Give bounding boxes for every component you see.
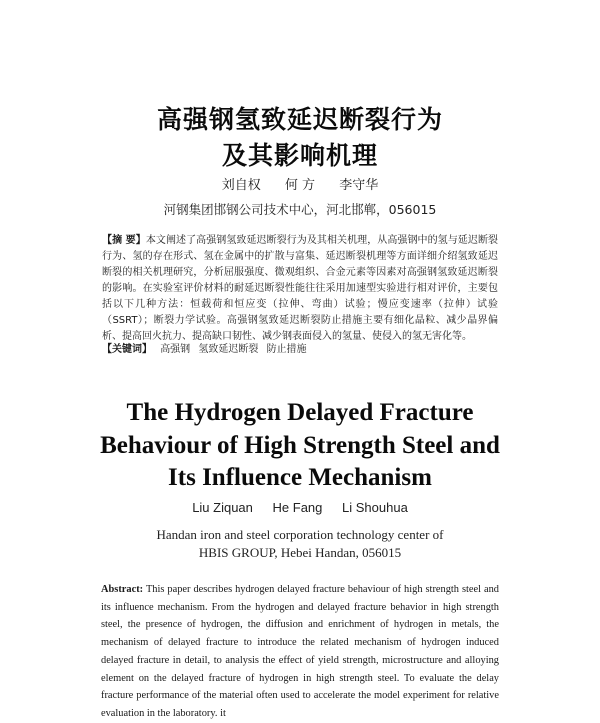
chinese-keywords [102, 340, 498, 355]
chinese-keyword: 防止措施 [266, 344, 307, 355]
chinese-abstract-label: 【摘 要】 [102, 235, 146, 246]
chinese-keywords-label: 【关键词】 [102, 344, 152, 355]
chinese-keyword: 氢致延迟断裂 [198, 344, 259, 355]
chinese-author: 何 方 [284, 178, 316, 193]
english-authors [0, 500, 600, 515]
chinese-author: 李守华 [339, 178, 379, 193]
english-affiliation-line-2: HBIS GROUP, Hebei Handan, 056015 [198, 545, 402, 560]
chinese-affiliation: 河钢集团邯钢公司技术中心，河北邯郸，056015 [163, 202, 437, 217]
chinese-author: 刘自权 [221, 178, 261, 193]
english-abstract-label: Abstract: [101, 584, 144, 595]
english-affiliation-line-1: Handan iron and steel corporation technology center of [156, 527, 444, 542]
chinese-abstract [102, 233, 498, 345]
english-title-line-1: The Hydrogen Delayed Fracture [126, 399, 474, 426]
english-title-line-2: Behaviour of High Strength Steel and [100, 432, 500, 459]
chinese-abstract-text: 本文阐述了高强钢氢致延迟断裂行为及其相关机理，从高强钢中的氢与延迟断裂行为、氢的存在形式、氢在金属中的扩散与富集、延迟断裂机理等方面详细介绍氢致延迟断裂的相关机理研究，分析屈服强度、微观组织、合金元素等因素对高强钢氢致延迟断裂的影响。在实验室评价材料的耐延迟断裂性能往往采用加速型实验进行相对评价，主要包括以下几种方法：恒载荷和恒应变（拉伸、弯曲）试验；慢应变速率（拉伸）试验（SSRT）；断裂力学试验。高强钢氢致延迟断裂防止措施主要有细化晶粒、减少晶界偏析、提高回火抗力、提高缺口韧性、减少钢表面侵入的氢量、使侵入的氢无害化等。 [102, 235, 499, 342]
english-author: He Fang [272, 500, 323, 515]
chinese-keyword: 高强钢 [160, 344, 191, 355]
chinese-title-line-2: 及其影响机理 [221, 141, 378, 170]
english-abstract [101, 581, 499, 723]
chinese-authors [0, 174, 600, 193]
english-author: Liu Ziquan [192, 500, 253, 515]
english-abstract-text: This paper describes hydrogen delayed fracture behaviour of high strength steel and its influence mechanism. From the hydrogen and delayed fracture behavior in high strength steel, the presence of hydrogen, the diffusion and enrichment of hydrogen in metals, the mechanism of delayed fracture to introduce the related mechanism of hydrogen induced delayed fracture in detail, to analysis the effect of yield strength, microstructure and alloying element on the delayed fracture of hydrogen in high strength steel. To evaluate the delay fracture performance of the material often used to accelerate the model experiment for relative evaluation in the laboratory. it [101, 584, 499, 719]
english-title-line-3: Its Influence Mechanism [168, 464, 432, 491]
english-author: Li Shouhua [342, 500, 408, 515]
chinese-title-line-1: 高强钢氢致延迟断裂行为 [156, 105, 443, 134]
